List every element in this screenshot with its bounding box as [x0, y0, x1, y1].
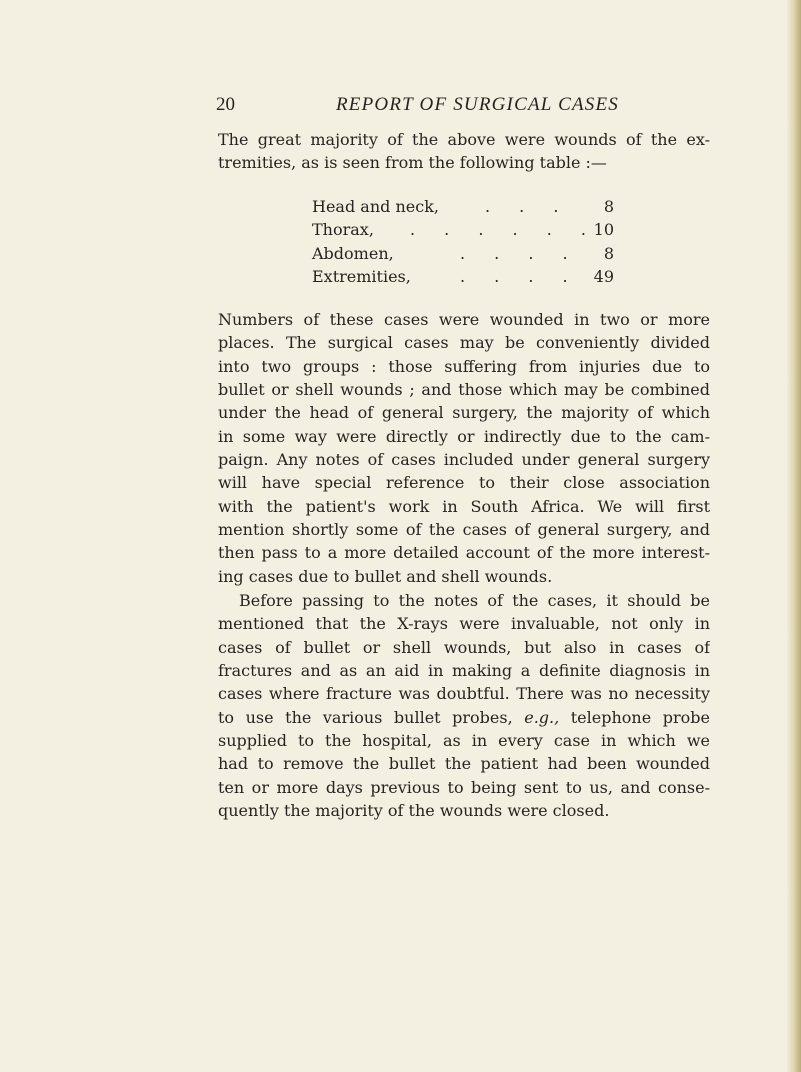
table-row [312, 197, 614, 220]
text-line: tremities, as is seen from the following table :— [218, 153, 607, 173]
text-line: into two groups : those suffering from injuries due to [218, 356, 710, 376]
text-line: places. The surgical cases may be conveniently divided [218, 333, 710, 353]
row-value: 8 [603, 243, 614, 263]
intro-paragraph [218, 128, 710, 175]
text-line: quently the majority of the wounds were closed. [218, 801, 610, 821]
leader-dots: . . . [485, 197, 571, 216]
row-value: 49 [593, 267, 614, 287]
text-run: to use the various bullet probes, [218, 707, 513, 727]
text-line: cases where fracture was doubtful. There was no necessity [218, 684, 710, 704]
text-line: fractures and as an aid in making a definite diagnosis in [218, 661, 710, 681]
text-line: Before passing to the notes of the cases, it should be [239, 591, 710, 610]
row-label: Thorax, [312, 220, 374, 240]
page-edge-shadow [787, 0, 801, 1072]
text-line: in some way were directly or indirectly due to the cam- [218, 426, 710, 446]
body-paragraph [218, 308, 710, 588]
leader-dots: . . . . . . [410, 220, 598, 240]
text-line: mention shortly some of the cases of general surgery, and [218, 520, 710, 540]
leader-dots: . . . . [460, 243, 580, 263]
text-line: ing cases due to bullet and shell wounds. [218, 566, 553, 586]
text-run: telephone probe [570, 707, 710, 727]
running-header [216, 94, 716, 120]
text-line: with the patient's work in South Africa. We will first [218, 496, 710, 516]
wound-location-table [312, 197, 614, 290]
text-line: cases of bullet or shell wounds, but also in cases of [218, 637, 710, 657]
row-value: 8 [603, 197, 614, 216]
page-number: 20 [216, 94, 235, 115]
text-line: ten or more days previous to being sent to us, and conse- [218, 777, 710, 797]
text-line: paign. Any notes of cases included under general surgery [218, 450, 710, 470]
text-line: had to remove the bullet the patient had been wounded [218, 754, 710, 774]
text-line: bullet or shell wounds ; and those which may be combined [218, 380, 710, 400]
running-title: REPORT OF SURGICAL CASES [336, 94, 620, 115]
row-label: Abdomen, [312, 243, 394, 263]
table-row [312, 220, 614, 243]
text-line: supplied to the hospital, as in every case in which we [218, 731, 710, 751]
text-line: Numbers of these cases were wounded in two or more [218, 310, 710, 329]
row-value: 10 [593, 220, 614, 240]
table-row [312, 267, 614, 290]
body-paragraph [218, 589, 710, 822]
text-line: then pass to a more detailed account of the more interest- [218, 543, 710, 563]
row-label: Extremities, [312, 267, 411, 287]
text-line: The great majority of the above were wounds of the ex- [218, 130, 710, 149]
table-row [312, 244, 614, 267]
text-line [218, 706, 710, 729]
text-line: will have special reference to their close association [218, 473, 710, 493]
text-line: mentioned that the X-rays were invaluable, not only in [218, 614, 710, 634]
leader-dots: . . . . [460, 267, 580, 287]
row-label: Head and neck, [312, 197, 439, 216]
italic-abbreviation: e.g., [524, 707, 560, 727]
text-line: under the head of general surgery, the majority of which [218, 403, 710, 423]
